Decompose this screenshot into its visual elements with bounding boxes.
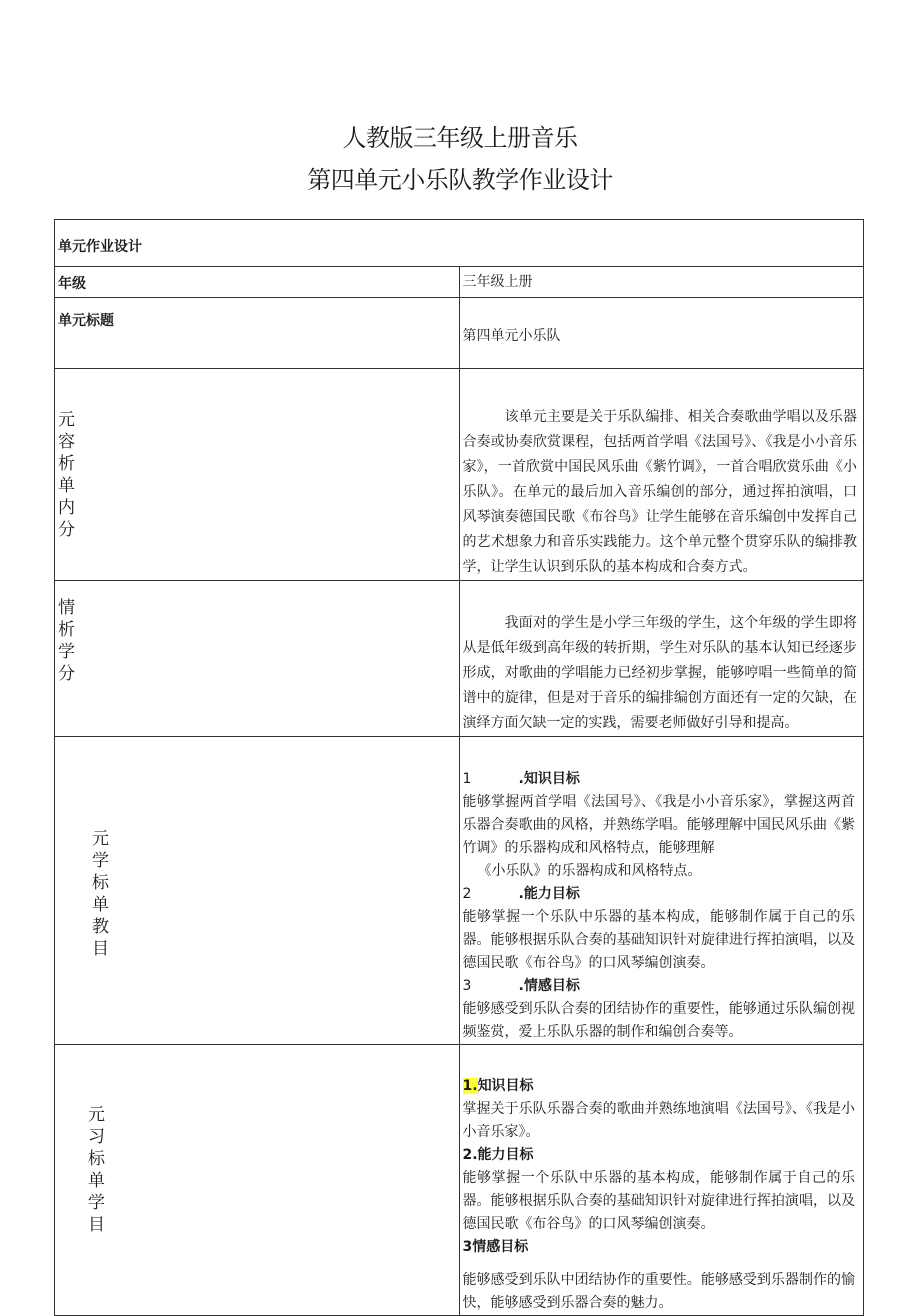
ability-goal-heading: 2 .能力目标: [462, 886, 580, 902]
content-analysis-cell: [459, 369, 864, 581]
unit-title-label-cell: [55, 298, 460, 369]
learning-ability-text: 能够掌握一个乐队中乐器的基本构成，能够制作属于自己的乐器。能够根据乐队合奏的基础知识针对旋律进行挥拍演唱，以及德国民歌《布谷鸟》的口风琴编创演奏。: [462, 1170, 855, 1232]
student-analysis-label: 情析学分: [58, 598, 75, 684]
unit-title-value-cell: [459, 298, 864, 369]
grade-value-cell: [459, 267, 864, 298]
grade-label: 年级: [58, 276, 86, 292]
learning-goals-cell: [459, 1045, 864, 1316]
content-analysis-text: 该单元主要是关于乐队编排、相关合奏歌曲学唱以及乐器合奏或协奏欣赏课程，包括两首学唱《法国号》、《我是小小音乐家》，一首欣赏中国民风乐曲《紫竹调》，一首合唱欣赏乐曲《小乐队》。在单元的最后加入音乐编创的部分，通过挥拍演唱，口风琴演奏德国民歌《布谷鸟》让学生能够在音乐编创中发挥自己的艺术想象力和音乐实践能力。这个单元整个贯穿乐队的编排教学，让学生认识到乐队的基本构成和合奏方式。: [462, 409, 857, 575]
learning-goals-label: 元习标单学目: [88, 1105, 105, 1235]
student-analysis-cell: [459, 581, 864, 737]
grade-label-cell: [55, 267, 460, 298]
content-analysis-label: 元容析单内分: [58, 410, 75, 540]
assignment-design-table: [54, 219, 864, 1316]
learning-goals-label-cell: [55, 1045, 460, 1316]
knowledge-goal-heading: 1 .知识目标: [462, 771, 580, 787]
student-analysis-label-cell: [55, 581, 460, 737]
teaching-goals-label: 元学标单教目: [92, 829, 109, 959]
knowledge-goal-text: 能够掌握两首学唱《法国号》、《我是小小音乐家》，掌握这两首乐器合奏歌曲的风格，并熟练学唱。能够理解中国民风乐曲《紫竹调》的乐器构成和风格特点，能够理解: [462, 794, 855, 856]
learning-ability-heading: 2.能力目标: [462, 1147, 534, 1163]
emotion-goal-heading: 3 .情感目标: [462, 978, 580, 994]
learning-knowledge-text: 掌握关于乐队乐器合奏的歌曲并熟练地演唱《法国号》、《我是小小音乐家》。: [462, 1101, 855, 1140]
document-title-line2: 第四单元小乐队教学作业设计: [307, 166, 613, 194]
learning-knowledge-heading: 1.知识目标: [462, 1078, 534, 1094]
student-analysis-text: 我面对的学生是小学三年级的学生，这个年级的学生即将从是低年级到高年级的转折期，学生对乐队的基本认知已经逐步形成，对歌曲的学唱能力已经初步掌握，能够哼唱一些简单的简谱中的旋律，但是对于音乐的编排编创方面还有一定的欠缺，在演绎方面欠缺一定的实践，需要老师做好引导和提高。: [462, 615, 857, 731]
teaching-goals-cell: [459, 737, 864, 1045]
teaching-goals-label-cell: [55, 737, 460, 1045]
content-analysis-label-cell: [55, 369, 460, 581]
knowledge-goal-text-cont: 《小乐队》的乐器构成和风格特点。: [477, 863, 702, 879]
ability-goal-text: 能够掌握一个乐队中乐器的基本构成，能够制作属于自己的乐器。能够根据乐队合奏的基础知识针对旋律进行挥拍演唱，以及德国民歌《布谷鸟》的口风琴编创演奏。: [462, 909, 855, 971]
learning-emotion-text: 能够感受到乐队中团结协作的重要性。能够感受到乐器制作的愉快，能够感受到乐器合奏的魅力。: [462, 1272, 855, 1311]
unit-title-label: 单元标题: [58, 313, 114, 329]
section-title: 单元作业设计: [58, 239, 142, 255]
section-title-cell: [55, 220, 864, 267]
grade-value: 三年级上册: [462, 274, 533, 290]
learning-emotion-heading: 3情感目标: [462, 1239, 529, 1255]
document-title-line1: 人教版三年级上册音乐: [342, 124, 578, 152]
emotion-goal-text: 能够感受到乐队合奏的团结协作的重要性，能够通过乐队编创视频鉴赏，爱上乐队乐器的制作和编创合奏等。: [462, 1001, 855, 1040]
unit-title-value: 第四单元小乐队: [462, 328, 561, 344]
